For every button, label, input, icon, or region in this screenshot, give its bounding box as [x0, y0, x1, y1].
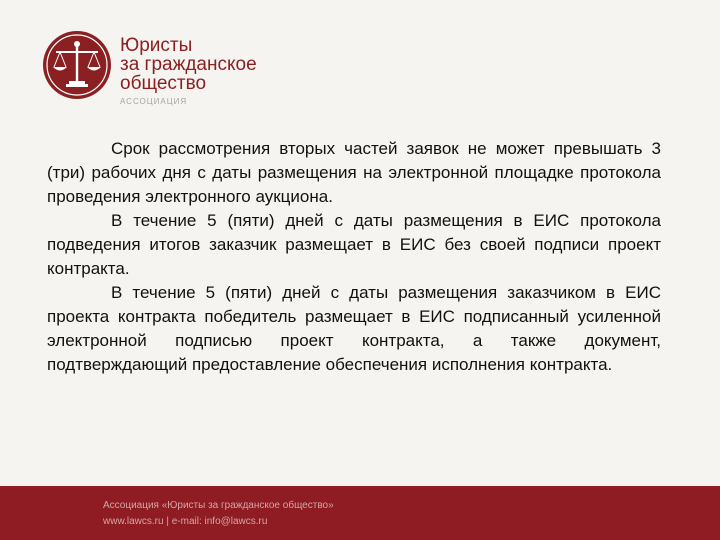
paragraph-draft-contract: В течение 5 (пяти) дней с даты размещения в ЕИС протокола подведения итогов заказчик размещает в ЕИС без своей подписи проект контракта. [47, 211, 661, 278]
paragraph-signed-contract: В течение 5 (пяти) дней с даты размещения заказчиком в ЕИС проекта контракта победитель размещает в ЕИС подписанный усиленной электронной подписью проект контракта, а также документ, подтверждающий предоставление обеспечения исполнения контракта. [47, 283, 661, 374]
logo-title-line-1: Юристы [120, 35, 193, 56]
scales-of-justice-icon [42, 30, 112, 100]
footer-organization-name: Ассоциация «Юристы за гражданское общество» [103, 500, 334, 511]
slide-body-text [47, 137, 661, 377]
footer-contacts: www.lawcs.ru | e-mail: info@lawcs.ru [103, 516, 268, 527]
logo-title-line-2: за гражданское [120, 54, 257, 75]
paragraph-review-period: Срок рассмотрения вторых частей заявок не может превышать 3 (три) рабочих дня с даты размещения на электронной площадке протокола проведения электронного аукциона. [47, 139, 661, 206]
logo-title-line-3: общество [120, 73, 207, 94]
footer-bar [0, 486, 720, 540]
logo-subtitle: АССОЦИАЦИЯ [120, 97, 188, 106]
organization-logo [42, 30, 257, 110]
